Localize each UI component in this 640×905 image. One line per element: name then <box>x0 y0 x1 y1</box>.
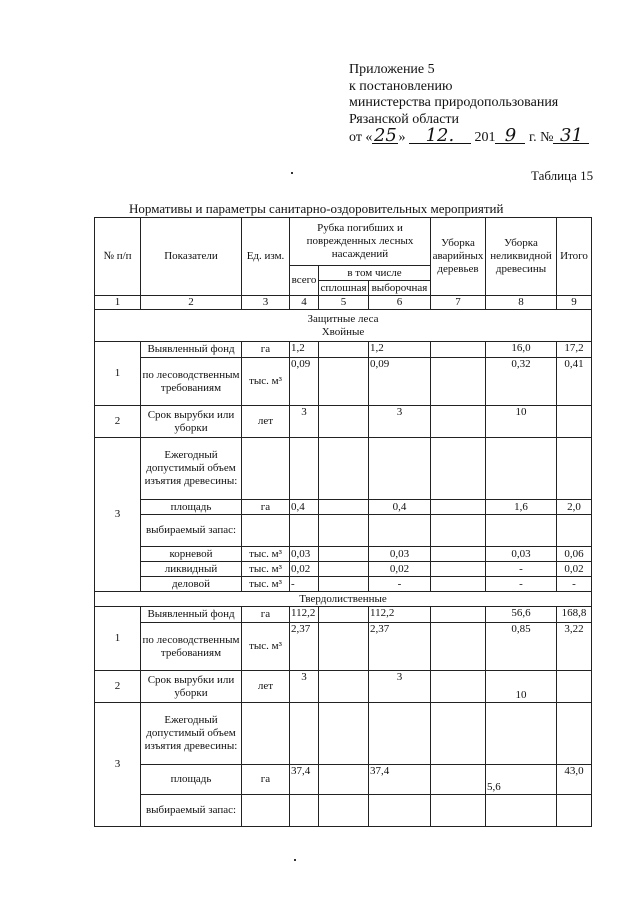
row-num: 1 <box>95 607 141 671</box>
cell-unit: тыс. м³ <box>242 562 290 577</box>
cell-value <box>369 515 431 547</box>
cell-value: 2,0 <box>557 500 592 515</box>
cell-value <box>557 515 592 547</box>
cell-value <box>431 515 486 547</box>
cell-value: - <box>557 577 592 592</box>
cell-value: 0,85 <box>486 623 557 671</box>
cell-value: 168,8 <box>557 607 592 623</box>
cell-indicator: площадь <box>141 500 242 515</box>
cell-value: 0,41 <box>557 358 592 406</box>
date-mid: » <box>398 130 406 145</box>
date-year-suffix: г. № <box>528 130 554 145</box>
annex-date-line <box>349 125 589 147</box>
cell-indicator: Срок вырубки или уборки <box>141 406 242 438</box>
date-year-prefix: 201 <box>474 130 496 145</box>
cell-unit <box>242 515 290 547</box>
cell-value <box>431 547 486 562</box>
cell-unit <box>242 795 290 827</box>
col-number: 7 <box>431 296 486 310</box>
cell-value <box>319 671 369 703</box>
scan-dot <box>294 859 296 861</box>
cell-value <box>369 703 431 765</box>
cell-value <box>557 406 592 438</box>
col-number: 2 <box>141 296 242 310</box>
annex-line-2: к постановлению <box>349 78 453 94</box>
cell-value: 3,22 <box>557 623 592 671</box>
cell-indicator: Ежегодный допустимый объем изъятия древесины: <box>141 438 242 500</box>
cell-value: 5,6 <box>486 765 557 795</box>
cell-unit: га <box>242 500 290 515</box>
cell-indicator: выбираемый запас: <box>141 515 242 547</box>
header-felling: Рубка погибших и поврежденных лесных насаждений <box>290 218 431 266</box>
annex-line-1: Приложение 5 <box>349 62 435 77</box>
cell-value <box>431 623 486 671</box>
cell-value <box>431 765 486 795</box>
col-number: 4 <box>290 296 319 310</box>
cell-indicator: корневой <box>141 547 242 562</box>
cell-value <box>431 607 486 623</box>
cell-indicator: площадь <box>141 765 242 795</box>
cell-value: 3 <box>290 671 319 703</box>
header-selective: выборочная <box>369 281 431 296</box>
cell-value: 0,09 <box>369 358 431 406</box>
cell-value <box>369 795 431 827</box>
cell-value: 17,2 <box>557 342 592 358</box>
cell-value <box>369 438 431 500</box>
cell-value: 10 <box>486 406 557 438</box>
cell-value <box>431 671 486 703</box>
header-sum: Итого <box>557 218 592 296</box>
cell-value <box>431 438 486 500</box>
cell-value <box>319 765 369 795</box>
cell-value: 1,2 <box>369 342 431 358</box>
cell-indicator: Выявленный фонд <box>141 607 242 623</box>
cell-indicator: по лесоводственным требованиям <box>141 623 242 671</box>
cell-value <box>557 671 592 703</box>
cell-indicator: Выявленный фонд <box>141 342 242 358</box>
cell-value: 0,09 <box>290 358 319 406</box>
cell-value <box>431 795 486 827</box>
cell-value: 37,4 <box>290 765 319 795</box>
cell-value <box>557 703 592 765</box>
cell-value <box>431 406 486 438</box>
document-number: 31 <box>553 128 589 144</box>
date-year-digit: 9 <box>495 128 525 144</box>
cell-indicator: Срок вырубки или уборки <box>141 671 242 703</box>
cell-value <box>319 623 369 671</box>
cell-value: 16,0 <box>486 342 557 358</box>
cell-value: - <box>369 577 431 592</box>
cell-indicator: ликвидный <box>141 562 242 577</box>
cell-indicator: выбираемый запас: <box>141 795 242 827</box>
cell-unit: лет <box>242 671 290 703</box>
cell-value: 0,03 <box>290 547 319 562</box>
cell-unit: лет <box>242 406 290 438</box>
cell-unit: га <box>242 342 290 358</box>
cell-value <box>319 795 369 827</box>
cell-value <box>319 577 369 592</box>
cell-value <box>319 500 369 515</box>
col-number: 3 <box>242 296 290 310</box>
cell-value <box>290 795 319 827</box>
section-heading <box>95 310 592 342</box>
cell-unit: тыс. м³ <box>242 623 290 671</box>
cell-value: 3 <box>290 406 319 438</box>
cell-value: 0,03 <box>369 547 431 562</box>
header-incl: в том числе <box>319 266 431 281</box>
cell-value: 2,37 <box>369 623 431 671</box>
cell-value <box>486 703 557 765</box>
cell-unit: тыс. м³ <box>242 577 290 592</box>
cell-value <box>319 438 369 500</box>
cell-value: 0,32 <box>486 358 557 406</box>
cell-value: 10 <box>486 671 557 703</box>
cell-value <box>486 438 557 500</box>
row-num: 2 <box>95 671 141 703</box>
cell-value: 0,4 <box>369 500 431 515</box>
cell-unit <box>242 703 290 765</box>
col-number: 9 <box>557 296 592 310</box>
cell-value <box>431 703 486 765</box>
header-illiquid: Уборка неликвидной древесины <box>486 218 557 296</box>
group-title-hardwood: Твердолиственные <box>95 592 592 607</box>
cell-value <box>557 438 592 500</box>
cell-value: 1,2 <box>290 342 319 358</box>
cell-value <box>319 358 369 406</box>
annex-line-3: министерства природопользования <box>349 95 559 110</box>
norms-table <box>94 217 592 827</box>
section-title: Защитные леса <box>307 312 379 325</box>
row-num: 1 <box>95 342 141 406</box>
cell-value <box>319 562 369 577</box>
cell-unit: га <box>242 765 290 795</box>
header-num: № п/п <box>95 218 141 296</box>
cell-value: - <box>290 577 319 592</box>
cell-value <box>557 795 592 827</box>
annex-block <box>349 62 589 147</box>
cell-value: 56,6 <box>486 607 557 623</box>
cell-value <box>486 515 557 547</box>
col-number: 8 <box>486 296 557 310</box>
table-number: Таблица 15 <box>531 168 594 183</box>
cell-value <box>319 515 369 547</box>
cell-value: 2,37 <box>290 623 319 671</box>
cell-value: - <box>486 577 557 592</box>
cell-unit: тыс. м³ <box>242 547 290 562</box>
cell-value: 0,02 <box>369 562 431 577</box>
cell-value: 1,6 <box>486 500 557 515</box>
date-month: 12. <box>409 128 471 144</box>
cell-unit: га <box>242 607 290 623</box>
cell-value: 0,02 <box>557 562 592 577</box>
annex-line-4: Рязанской области <box>349 111 460 127</box>
cell-value: 3 <box>369 406 431 438</box>
cell-value <box>431 358 486 406</box>
header-indicator: Показатели <box>141 218 242 296</box>
cell-unit <box>242 438 290 500</box>
cell-indicator: по лесоводственным требованиям <box>141 358 242 406</box>
cell-value: - <box>486 562 557 577</box>
cell-indicator: Ежегодный допустимый объем изъятия древесины: <box>141 703 242 765</box>
scan-dot <box>291 172 293 174</box>
cell-unit: тыс. м³ <box>242 358 290 406</box>
cell-value: 0,02 <box>290 562 319 577</box>
group-title-conifer: Хвойные <box>321 325 365 338</box>
header-unit: Ед. изм. <box>242 218 290 296</box>
cell-value: 112,2 <box>369 607 431 623</box>
cell-indicator: деловой <box>141 577 242 592</box>
cell-value <box>431 500 486 515</box>
cell-value: 43,0 <box>557 765 592 795</box>
col-number: 6 <box>369 296 431 310</box>
cell-value <box>319 547 369 562</box>
cell-value <box>290 438 319 500</box>
cell-value <box>319 703 369 765</box>
cell-value: 112,2 <box>290 607 319 623</box>
cell-value: 0,03 <box>486 547 557 562</box>
date-prefix: от « <box>349 130 373 145</box>
cell-value: 37,4 <box>369 765 431 795</box>
header-solid: сплошная <box>320 281 367 294</box>
col-number: 5 <box>319 296 369 310</box>
cell-value <box>431 577 486 592</box>
cell-value <box>486 795 557 827</box>
cell-value: 3 <box>369 671 431 703</box>
cell-value <box>319 406 369 438</box>
col-number: 1 <box>95 296 141 310</box>
cell-value <box>290 515 319 547</box>
row-num: 3 <box>95 438 141 592</box>
cell-value: 0,4 <box>290 500 319 515</box>
table-title: Нормативы и параметры санитарно-оздоровительных мероприятий <box>129 201 504 216</box>
date-day: 25 <box>373 125 397 146</box>
header-emergency: Уборка аварийных деревьев <box>431 218 486 296</box>
row-num: 2 <box>95 406 141 438</box>
cell-value <box>319 342 369 358</box>
cell-value <box>431 342 486 358</box>
cell-value <box>431 562 486 577</box>
header-total: всего <box>290 266 319 296</box>
cell-value: 0,06 <box>557 547 592 562</box>
cell-value <box>319 607 369 623</box>
cell-value <box>290 703 319 765</box>
row-num: 3 <box>95 703 141 827</box>
